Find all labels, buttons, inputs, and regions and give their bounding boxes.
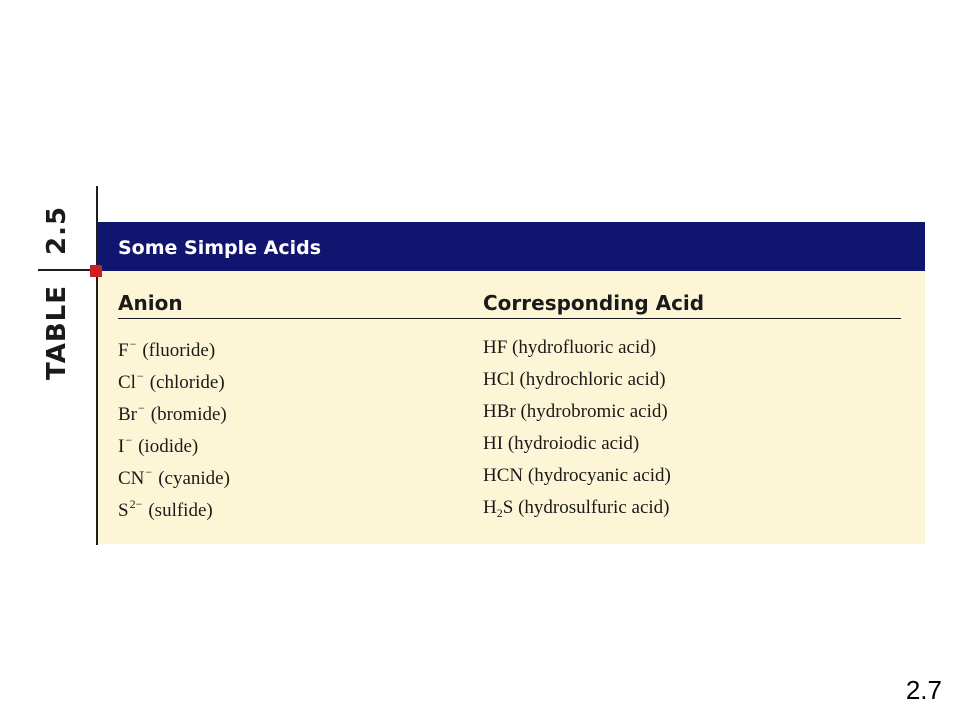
table-row [98, 369, 925, 401]
anion-cell [118, 369, 225, 394]
table-row [98, 465, 925, 497]
acid-name: (hydrobromic acid) [520, 401, 668, 422]
acid-formula: HCl [483, 369, 515, 390]
ion-name: (iodide) [138, 436, 199, 457]
acid-name: (hydroiodic acid) [507, 433, 640, 454]
table-row [98, 497, 925, 529]
acid-formula-tail: S [502, 497, 514, 518]
acid-name: (hydrocyanic acid) [527, 465, 671, 486]
anion-cell [118, 337, 215, 362]
slide-number: 2.7 [905, 675, 942, 705]
ion-symbol: S [118, 500, 129, 521]
table-label-number: 2.5 [42, 205, 72, 256]
ion-charge: − [136, 369, 144, 383]
ion-symbol: Br [118, 404, 137, 425]
acid-name: (hydrofluoric acid) [512, 337, 657, 358]
table-row [98, 401, 925, 433]
ion-symbol: Cl [118, 372, 136, 393]
accent-square [90, 265, 102, 277]
acid-cell [483, 369, 666, 393]
acid-formula: HCN [483, 465, 524, 486]
column-header-acid: Corresponding Acid [483, 291, 705, 315]
ion-name: (bromide) [150, 404, 227, 425]
ion-charge: − [125, 433, 133, 447]
ion-symbol: F [118, 340, 129, 361]
table-label-word: TABLE [42, 285, 72, 380]
ion-symbol: I [118, 436, 125, 457]
header-rule [118, 318, 901, 319]
table-row [98, 433, 925, 465]
ion-name: (sulfide) [148, 500, 213, 521]
acid-formula: H [483, 497, 497, 518]
acid-name: (hydrosulfuric acid) [518, 497, 670, 518]
ion-charge: 2− [129, 497, 143, 511]
ion-charge: − [145, 465, 153, 479]
acid-cell [483, 337, 656, 361]
acid-formula: HBr [483, 401, 516, 422]
table-rows [98, 337, 925, 529]
column-header-anion: Anion [118, 291, 183, 315]
ion-name: (chloride) [149, 372, 225, 393]
ion-name: (fluoride) [142, 340, 216, 361]
ion-charge: − [129, 337, 137, 351]
acid-formula: HF [483, 337, 508, 358]
anion-cell [118, 465, 230, 490]
table-label [42, 206, 72, 380]
anion-cell [118, 401, 227, 426]
anion-cell [118, 497, 213, 522]
table-header-bar [98, 222, 925, 271]
ion-charge: − [138, 401, 145, 415]
acid-cell [483, 465, 671, 489]
acid-name: (hydrochloric acid) [519, 369, 666, 390]
acid-cell [483, 433, 639, 457]
acid-formula: HI [483, 433, 504, 454]
table-row [98, 337, 925, 369]
ion-name: (cyanide) [158, 468, 230, 489]
anion-cell [118, 433, 198, 458]
acid-cell [483, 401, 668, 425]
acid-cell [483, 497, 669, 521]
acid-subscript: 2 [496, 506, 503, 520]
table-body [98, 271, 925, 544]
ion-symbol: CN [118, 468, 145, 489]
table-title: Some Simple Acids [118, 237, 322, 259]
